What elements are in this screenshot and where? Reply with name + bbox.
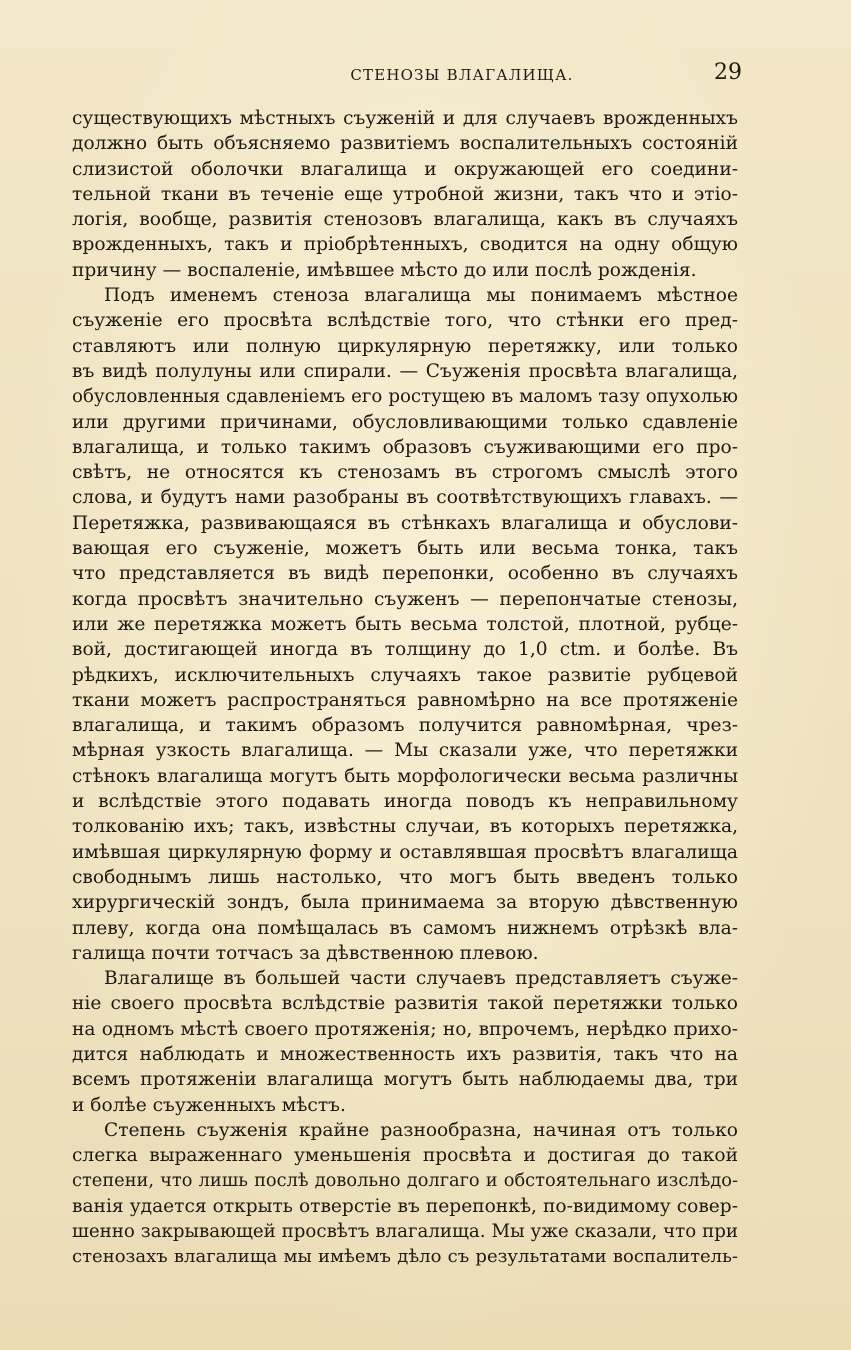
text-line: ткани можетъ распространяться равномѣрно на все протяженіе (72, 689, 738, 711)
text-line: плеву, когда она помѣщалась въ самомъ нижнемъ отрѣзкѣ вла- (72, 917, 738, 939)
text-line: въ видѣ полулуны или спирали. — Съуженія просвѣта влагалища, (72, 360, 738, 382)
text-line: влагалища, и только такимъ образовъ съуживающими его про- (72, 436, 738, 458)
text-line: должно быть объясняемо развитіемъ воспалительныхъ состояній (72, 133, 738, 155)
body-text (72, 106, 738, 1270)
text-line: Перетяжка, развивающаяся въ стѣнкахъ влагалища и обуслови- (72, 512, 738, 534)
text-line: слизистой оболочки влагалища и окружающей его соедини- (72, 158, 738, 180)
text-line: съуженіе его просвѣта вслѣдствіе того, что стѣнки его пред- (72, 310, 738, 332)
text-line: Подъ именемъ стеноза влагалища мы понимаемъ мѣстное (104, 285, 738, 307)
text-line: галища почти тотчасъ за дѣвственною плевою. (72, 942, 539, 964)
text-line: ніе своего просвѣта вслѣдствіе развитія такой перетяжки только (72, 993, 738, 1015)
text-line: свѣтъ, не относятся къ стенозамъ въ строгомъ смыслѣ этого (72, 462, 738, 484)
text-line: рѣдкихъ, исключительныхъ случаяхъ такое развитіе рубцевой (72, 664, 738, 686)
running-title: СТЕНОЗЫ ВЛАГАЛИЩА. (350, 66, 574, 84)
text-line: мѣрная узкость влагалища. — Мы сказали уже, что перетяжки (72, 740, 738, 762)
text-line: вающая его съуженіе, можетъ быть или весьма тонка, такъ (72, 538, 738, 560)
text-line: когда просвѣтъ значительно съуженъ — перепончатые стенозы, (72, 588, 738, 610)
text-line: стѣнокъ влагалища могутъ быть морфологически весьма различны (72, 765, 738, 787)
text-line: вой, достигающей иногда въ толщину до 1,0 ctm. и болѣе. Въ (72, 639, 738, 661)
text-line: степени, что лишь послѣ довольно долгаго и обстоятельнаго изслѣдо- (72, 1170, 738, 1192)
text-line: что представляется въ видѣ перепонки, особенно въ случаяхъ (72, 563, 738, 585)
text-line: или другими причинами, обусловливающими только сдавленіе (72, 411, 738, 433)
text-line: ванія удается открыть отверстіе въ перепонкѣ, по-видимому совер- (72, 1195, 738, 1217)
text-line: толкованію ихъ; такъ, извѣстны случаи, въ которыхъ перетяжка, (72, 816, 738, 838)
text-line: и болѣе съуженныхъ мѣстъ. (72, 1094, 346, 1116)
text-line: на одномъ мѣстѣ своего протяженія; но, впрочемъ, нерѣдко прихо- (72, 1018, 738, 1040)
page-number: 29 (714, 60, 742, 85)
running-head (72, 60, 742, 90)
text-line: Степень съуженія крайне разнообразна, начиная отъ только (104, 1119, 738, 1141)
text-line: шенно закрывающей просвѣтъ влагалища. Мы уже сказали, что при (72, 1221, 738, 1243)
text-line: свободнымъ лишь настолько, что могъ быть введенъ только (72, 866, 738, 888)
text-line: и вслѣдствіе этого подавать иногда поводъ къ неправильному (72, 791, 738, 813)
text-line: слова, и будутъ нами разобраны въ соотвѣтствующихъ главахъ. — (72, 487, 738, 509)
text-line: влагалища, и такимъ образомъ получится равномѣрная, чрез- (72, 715, 738, 737)
text-line: существующихъ мѣстныхъ съуженій и для случаевъ врожденныхъ (72, 108, 738, 129)
text-line: слегка выраженнаго уменьшенія просвѣта и достигая до такой (72, 1145, 738, 1167)
text-line: всемъ протяженіи влагалища могутъ быть наблюдаемы два, три (72, 1069, 738, 1091)
text-line: или же перетяжка можетъ быть весьма толстой, плотной, рубце- (72, 613, 738, 635)
text-line: хирургическій зондъ, была принимаема за вторую дѣвственную (72, 892, 738, 914)
text-line: тельной ткани въ теченіе еще утробной жизни, такъ что и этіо- (72, 183, 738, 205)
text-line: Влагалище въ большей части случаевъ представляетъ съуже- (104, 968, 738, 990)
text-line: ставляютъ или полную циркулярную перетяжку, или только (72, 335, 738, 357)
text-line: обусловленныя сдавленіемъ его ростущею въ маломъ тазу опухолью (72, 386, 738, 408)
text-line: стенозахъ влагалища мы имѣемъ дѣло съ результатами воспалитель- (72, 1246, 738, 1268)
text-line: имѣвшая циркулярную форму и оставлявшая просвѣтъ влагалища (72, 841, 738, 863)
text-line: причину — воспаленіе, имѣвшее мѣсто до или послѣ рожденія. (72, 259, 697, 281)
text-line: врожденныхъ, такъ и пріобрѣтенныхъ, сводится на одну общую (72, 234, 738, 256)
text-line: логія, вообще, развитія стенозовъ влагалища, какъ въ случаяхъ (72, 209, 738, 231)
text-line: дится наблюдать и множественность ихъ развитія, такъ что на (72, 1043, 738, 1065)
